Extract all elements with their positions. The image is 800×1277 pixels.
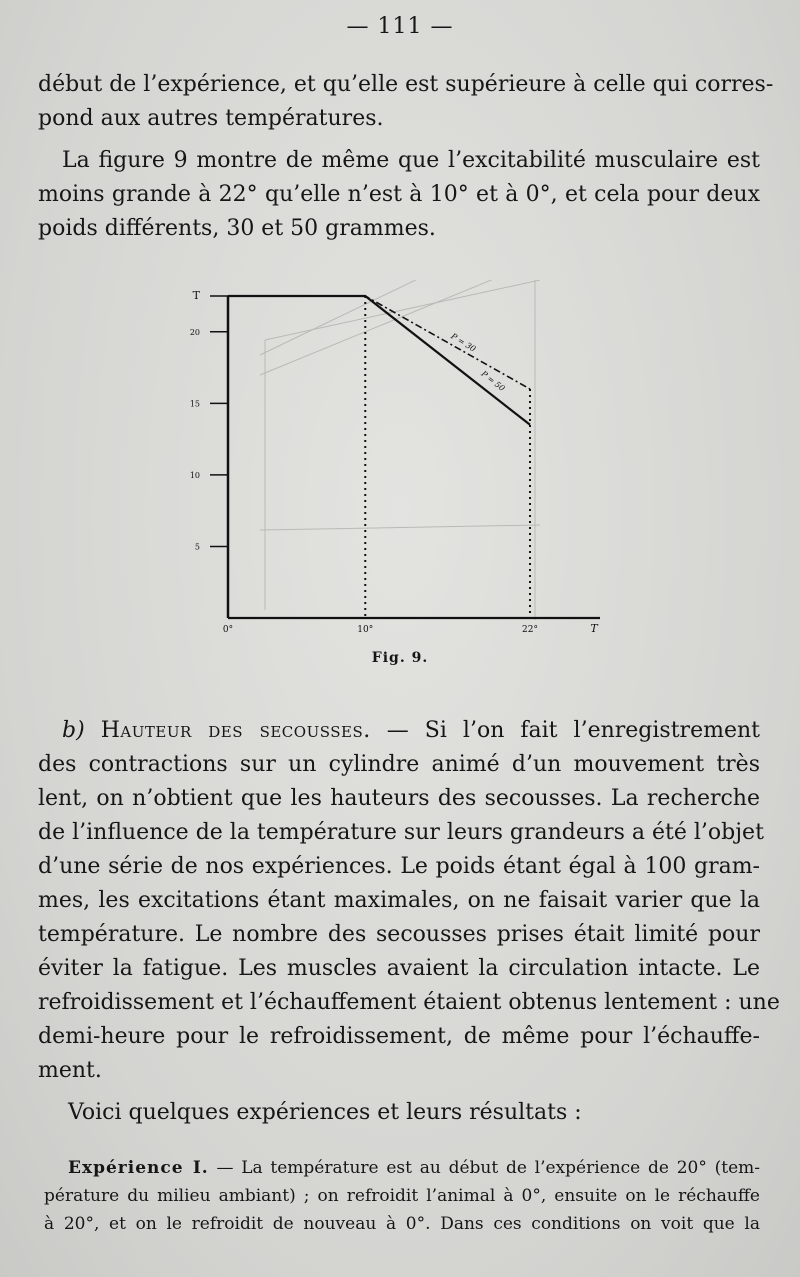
paragraph-1 — [38, 68, 774, 136]
text-line: température. Le nombre des secousses prises était limité pour — [38, 922, 760, 947]
x-tick-label: 22° — [522, 625, 538, 635]
text-line: de l’influence de la température sur leurs grandeurs a été l’objet — [38, 820, 764, 845]
curve-label: P = 30 — [449, 331, 478, 354]
text-line — [44, 1154, 760, 1182]
text-line: ment. — [38, 1058, 102, 1083]
text-line: refroidissement et l’échauffement étaient obtenus lentement : une — [38, 990, 780, 1015]
section-b — [38, 714, 780, 1088]
text-fragment: — La température est au début de l’expérience de 20° (tem- — [216, 1158, 760, 1178]
text-line: poids différents, 30 et 50 grammes. — [38, 216, 436, 241]
text-line: des contractions sur un cylindre animé d’un mouvement très — [38, 752, 760, 777]
axes — [228, 296, 600, 618]
figure-9-chart — [180, 280, 620, 650]
x-tick-label: 0° — [222, 625, 234, 635]
section-heading: Hauteur des secousses. — [100, 718, 371, 743]
text-line: à 20°, et on le refroidit de nouveau à 0°. Dans ces conditions on voit que la — [44, 1214, 760, 1234]
paragraph-voici — [38, 1096, 760, 1130]
text-line: éviter la fatigue. Les muscles avaient la circulation intacte. Le — [38, 956, 760, 981]
text-line: demi-heure pour le refroidissement, de même pour l’échauffe- — [38, 1024, 760, 1049]
text-line: début de l’expérience, et qu’elle est supérieure à celle qui corres- — [38, 72, 774, 97]
ticks — [190, 289, 600, 635]
section-label: b) — [62, 718, 85, 743]
x-tick-label: T — [590, 622, 598, 635]
y-tick-label: 15 — [189, 399, 200, 409]
text-fragment: — Si l’on fait l’enregistrement — [386, 718, 760, 743]
figure-caption: Fig. 9. — [371, 650, 429, 666]
curve-label: P = 50 — [479, 369, 507, 394]
text-line — [38, 714, 760, 748]
y-tick-label: 20 — [189, 327, 200, 337]
y-tick-label: 5 — [194, 542, 200, 552]
text-line: mes, les excitations étant maximales, on ne faisait varier que la — [38, 888, 760, 913]
paragraph-2 — [38, 144, 760, 246]
text-line: pond aux autres températures. — [38, 106, 384, 131]
experience-heading: Expérience I. — [68, 1158, 209, 1178]
text-line: La figure 9 montre de même que l’excitabilité musculaire est — [62, 148, 760, 173]
y-tick-label: T — [192, 289, 200, 302]
text-line: moins grande à 22° qu’elle n’est à 10° et à 0°, et cela pour deux — [38, 182, 760, 207]
show-through-marks — [260, 280, 540, 620]
text-line: pérature du milieu ambiant) ; on refroidit l’animal à 0°, ensuite on le réchauffe — [44, 1186, 760, 1206]
experience-1 — [44, 1154, 760, 1238]
text-line: lent, on n’obtient que les hauteurs des secousses. La recherche — [38, 786, 760, 811]
dotted-guides — [365, 296, 530, 618]
text-line: d’une série de nos expériences. Le poids étant égal à 100 gram- — [38, 854, 760, 879]
y-tick-label: 10 — [189, 470, 200, 480]
text-line: Voici quelques expériences et leurs résultats : — [68, 1100, 582, 1125]
page-number: — 111 — — [346, 14, 454, 39]
x-tick-label: 10° — [357, 625, 374, 635]
